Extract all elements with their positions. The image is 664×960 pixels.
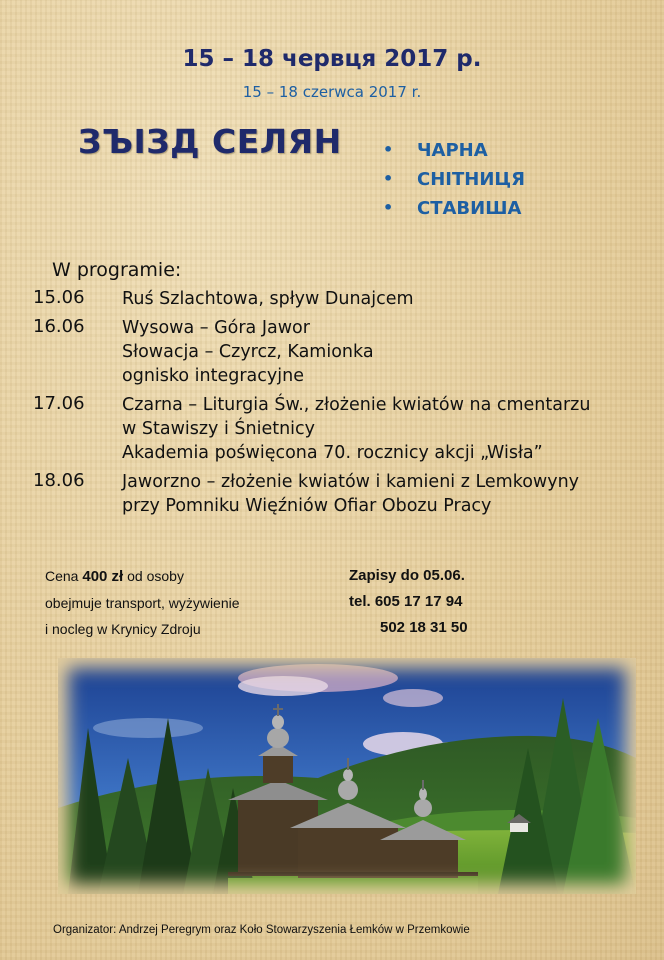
- village-item: • СТАВИША: [383, 198, 522, 219]
- program-heading: W programie:: [52, 259, 182, 281]
- price-info: Cena 400 zł od osoby obejmuje transport, wyżywienie i nocleg w Krynicy Zdroju: [45, 568, 240, 637]
- church-photo: [58, 658, 636, 894]
- bullet-icon: •: [383, 169, 394, 188]
- registration-deadline: Zapisy do 05.06.: [349, 567, 465, 584]
- village-list: [383, 140, 525, 227]
- date-ukrainian: 15 – 18 червця 2017 р.: [182, 46, 482, 72]
- schedule-text: Wysowa – Góra Jawor Słowacja – Czyrcz, Kamionka ognisko integracyjne: [122, 318, 374, 386]
- schedule-row: [33, 470, 658, 518]
- phone-number: 502 18 31 50: [380, 619, 468, 636]
- schedule-date: 18.06: [33, 470, 85, 491]
- page-title: ЗЪІЗД СЕЛЯН: [78, 122, 342, 161]
- schedule-date: 17.06: [33, 393, 85, 414]
- bullet-icon: •: [383, 198, 394, 217]
- schedule-text: Jaworzno – złożenie kwiatów i kamieni z Lemkowyny przy Pomniku Więźniów Ofiar Obozu Pracy: [122, 472, 580, 516]
- schedule-date: 16.06: [33, 316, 85, 337]
- date-polish: 15 – 18 czerwca 2017 r.: [242, 83, 422, 101]
- village-item: • ЧАРНА: [383, 140, 488, 161]
- phone-number: tel. 605 17 17 94: [349, 593, 463, 610]
- schedule-text: Ruś Szlachtowa, spływ Dunajcem: [122, 289, 414, 309]
- registration-info: [349, 563, 468, 641]
- schedule-row: [33, 287, 658, 311]
- village-item: • СНІТНИЦЯ: [383, 169, 525, 190]
- schedule-row: [33, 316, 658, 388]
- footer-organizer: Organizator: Andrzej Peregrym oraz Koło Stowarzyszenia Łemków w Przemkowie: [53, 924, 470, 936]
- schedule-text: Czarna – Liturgia Św., złożenie kwiatów na cmentarzu w Stawiszy i Śnietnicy Akademia poświęcona 70. rocznicy akcji „Wisła”: [122, 395, 591, 463]
- schedule-date: 15.06: [33, 287, 85, 308]
- bullet-icon: •: [383, 140, 394, 159]
- program-schedule: [33, 287, 658, 523]
- schedule-row: [33, 393, 658, 465]
